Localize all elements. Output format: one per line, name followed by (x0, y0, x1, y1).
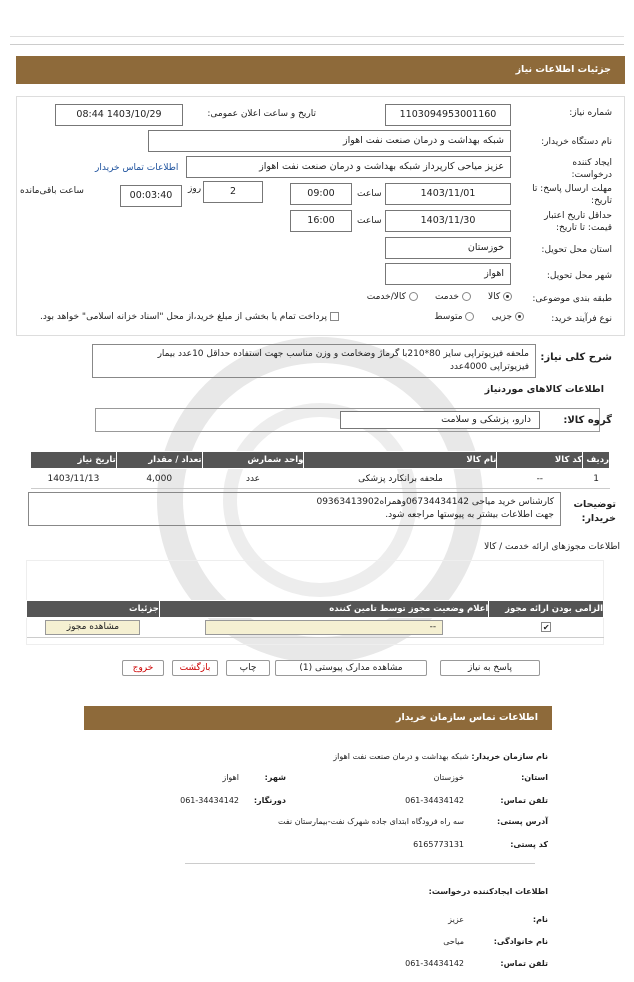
col-qty: تعداد / مقدار (116, 452, 202, 469)
reply-button[interactable]: پاسخ به نیاز (440, 660, 540, 676)
general-desc-line1: ملحفه فیزیوتراپی سایز 80*210با گرماژ وضخامت و وزن مناسب جهت استفاده حداقل 10عدد بیمار (157, 349, 529, 359)
general-desc-box (92, 344, 536, 378)
permit-status-cell (159, 618, 489, 638)
category-option-goods-label: کالا (487, 292, 501, 302)
validity-time-field: 16:00 (290, 210, 352, 232)
category-option-both[interactable] (367, 292, 418, 302)
treasury-note (40, 312, 339, 322)
creator-value: عزیز میاحی کارپرداز شبکه بهداشت و درمان صنعت نفت اهواز (259, 161, 504, 172)
buyer-org-value: شبکه بهداشت و درمان صنعت نفت اهواز (343, 135, 504, 146)
category-option-service-label: خدمت (434, 292, 459, 302)
contact-divider (185, 863, 535, 864)
creator-label-text: ایجاد کننده درخواست: (571, 158, 612, 180)
radio-service[interactable] (462, 292, 471, 301)
validity-time-label: ساعت (357, 216, 382, 226)
treasury-note-text: پرداخت تمام یا بخشی از مبلغ خرید،از محل "اسناد خزانه اسلامی" خواهد بود. (40, 312, 328, 322)
buyer-org-field (148, 130, 511, 152)
cell-unit: عدد (202, 469, 304, 489)
attachments-button[interactable]: مشاهده مدارک پیوستی (1) (275, 660, 427, 676)
contact-org-value: شبکه بهداشت و درمان صنعت نفت اهواز (333, 752, 469, 761)
deadline-label-text: مهلت ارسال پاسخ: تا تاریخ: (532, 184, 612, 206)
goods-group-value: دارو، پزشکی و سلامت (441, 414, 531, 425)
creator-name-label-text: نام: (532, 915, 548, 924)
radio-goods[interactable] (503, 292, 512, 301)
permit-required-cell (489, 618, 604, 638)
goods-table-header (31, 452, 610, 469)
cell-code: -- (497, 469, 583, 489)
purchase-option-medium-label: متوسط (434, 312, 463, 322)
creator-info-title-text: اطلاعات ایجادکننده درخواست: (428, 887, 548, 896)
creator-info-title (429, 887, 548, 896)
creator-label (542, 157, 612, 181)
contact-fax-label (254, 796, 286, 805)
radio-both[interactable] (409, 292, 418, 301)
permits-table-header (27, 601, 604, 618)
category-option-service[interactable] (435, 292, 471, 302)
contact-address-label (497, 817, 548, 826)
contact-title: اطلاعات تماس سازمان خریدار (395, 712, 538, 723)
col-unit: واحد شمارش (202, 452, 304, 469)
cell-date: 1403/11/13 (31, 469, 117, 489)
col-permit-details: جزئیات (27, 601, 160, 618)
radio-small[interactable] (515, 312, 524, 321)
back-button[interactable]: بازگشت (172, 660, 218, 676)
buyer-notes-label-text: توضیحات خریدار: (573, 499, 616, 524)
col-row: ردیف (583, 452, 610, 469)
validity-label-text: حداقل تاریخ اعتبار قیمت: تا تاریخ: (544, 211, 612, 233)
purchase-option-medium[interactable] (434, 312, 474, 322)
col-permit-required: الزامی بودن ارائه مجوز (489, 601, 604, 618)
days-label: روز (188, 184, 202, 194)
top-border (10, 44, 624, 45)
contact-phone-value: 061-34434142 (405, 796, 464, 805)
creator-phone-label (500, 959, 548, 968)
category-label: طبقه بندی موضوعی: (532, 294, 612, 304)
table-row[interactable] (31, 469, 610, 489)
contact-fax-value: 061-34434142 (180, 796, 239, 805)
province-field (385, 237, 511, 259)
contact-postal-label-text: کد پستی: (510, 840, 548, 849)
contact-province-value: خوزستان (433, 773, 464, 782)
view-permit-button[interactable]: مشاهده مجوز (45, 620, 140, 635)
goods-info-title: اطلاعات کالاهای موردنیاز (484, 384, 604, 395)
contact-fax-label-text: دورنگار: (253, 796, 286, 805)
deadline-label (520, 183, 612, 207)
contact-city-value: اهواز (222, 773, 239, 782)
cell-name: ملحفه برانکارد پزشکی (304, 469, 497, 489)
creator-phone-label-text: تلفن تماس: (500, 959, 548, 968)
city-value: اهواز (484, 268, 504, 279)
deadline-time-label: ساعت (357, 189, 382, 199)
contact-title-bar (84, 706, 552, 730)
contact-province-label (521, 773, 548, 782)
exit-button[interactable]: خروج (122, 660, 164, 676)
radio-medium[interactable] (465, 312, 474, 321)
general-desc-line2: فیزیوتراپی 4000عدد (450, 362, 529, 372)
purchase-options (434, 312, 524, 322)
city-field (385, 263, 511, 285)
contact-org-label: نام سازمان خریدار: (471, 752, 548, 761)
permits-table (26, 600, 604, 638)
buyer-notes-box (28, 492, 561, 526)
purchase-option-small-label: جزیی (491, 312, 513, 322)
creator-family-value: میاحی (443, 937, 464, 946)
cell-row: 1 (583, 469, 610, 489)
province-label: استان محل تحویل: (541, 245, 612, 255)
need-number-label: شماره نیاز: (569, 108, 612, 118)
remaining-label: ساعت باقی‌مانده (20, 186, 84, 196)
contact-postal-value: 6165773131 (413, 840, 464, 849)
creator-family-label-text: نام خانوادگی: (493, 937, 548, 946)
contact-province-label-text: استان: (521, 773, 548, 782)
contact-phone-label-text: تلفن تماس: (500, 796, 548, 805)
contact-address-value: سه راه فرودگاه ابتدای جاده شهرک نفت-بیمارستان نفت (278, 817, 464, 826)
validity-label (520, 210, 612, 234)
goods-table (30, 451, 610, 489)
contact-org-row (333, 752, 548, 761)
treasury-checkbox[interactable] (330, 312, 339, 321)
page-title-bar (16, 56, 625, 84)
col-date: تاریخ نیاز (31, 452, 117, 469)
col-permit-status: اعلام وضعیت مجوز توسط تامین کننده (159, 601, 489, 618)
category-option-both-label: کالا/خدمت (366, 292, 406, 302)
general-desc-label: شرح کلی نیاز: (540, 352, 612, 363)
creator-name-label (533, 915, 548, 924)
deadline-date-field: 1403/11/01 (385, 183, 511, 205)
buyer-notes-line2: جهت اطلاعات بیشتر به پیوستها مراجعه شود. (385, 510, 554, 520)
permit-required-checkbox[interactable]: ✔ (542, 623, 550, 632)
print-button[interactable]: چاپ (226, 660, 270, 676)
announce-field: 1403/10/29 08:44 (55, 104, 183, 126)
permit-status-value: -- (429, 622, 437, 632)
cell-qty: 4,000 (116, 469, 202, 489)
purchase-option-small[interactable] (492, 312, 524, 322)
permit-row (27, 618, 604, 638)
top-divider (10, 36, 624, 37)
contact-city-label (265, 773, 286, 782)
validity-date-field: 1403/11/30 (385, 210, 511, 232)
creator-name-value: عزیز (448, 915, 464, 924)
creator-phone-value: 061-34434142 (405, 959, 464, 968)
contact-city-label-text: شهر: (264, 773, 286, 782)
permit-details-cell (27, 618, 160, 638)
days-field: 2 (203, 181, 263, 203)
goods-group-field (340, 411, 540, 429)
contact-phone-label (500, 796, 548, 805)
goods-group-label: گروه کالا: (563, 415, 612, 426)
city-label: شهر محل تحویل: (546, 271, 612, 281)
buyer-contact-link[interactable]: اطلاعات تماس خریدار (95, 163, 179, 173)
contact-address-label-text: آدرس پستی: (497, 817, 548, 826)
creator-field (186, 156, 511, 178)
buyer-notes-label (566, 498, 616, 526)
province-value: خوزستان (467, 242, 504, 253)
deadline-time-field: 09:00 (290, 183, 352, 205)
need-number-field: 1103094953001160 (385, 104, 511, 126)
buyer-org-label: نام دستگاه خریدار: (541, 137, 612, 147)
col-code: کد کالا (497, 452, 583, 469)
page-title: جزئیات اطلاعات نیاز (515, 64, 611, 75)
category-options (367, 292, 512, 302)
buyer-notes-line1: کارشناس خرید میاحی 06734434142وهمراه09363413902 (316, 497, 554, 507)
creator-family-label (494, 937, 548, 946)
contact-postal-label (510, 840, 548, 849)
category-option-goods[interactable] (488, 292, 512, 302)
permits-title: اطلاعات مجوزهای ارائه خدمت / کالا (484, 542, 620, 552)
announce-label: تاریخ و ساعت اعلان عمومی: (207, 109, 316, 119)
col-name: نام کالا (304, 452, 497, 469)
purchase-type-label: نوع فرآیند خرید: (551, 314, 612, 324)
permit-status-input[interactable] (205, 620, 443, 635)
remaining-field: 00:03:40 (120, 185, 182, 207)
